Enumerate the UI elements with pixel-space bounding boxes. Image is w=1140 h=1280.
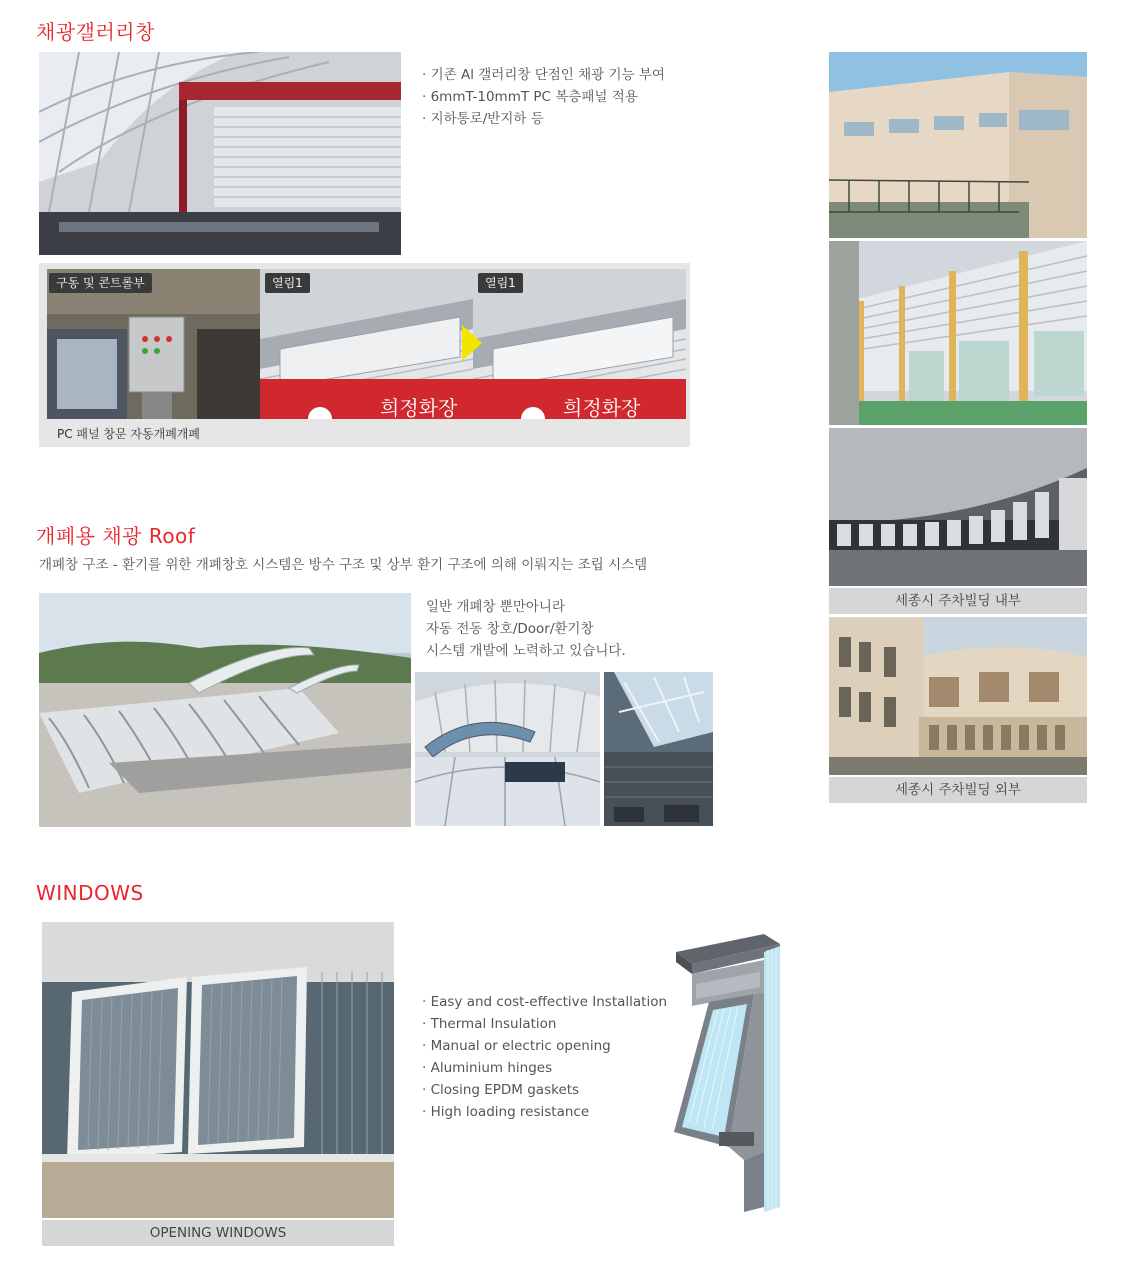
roof-subtitle: 개폐창 구조 - 환기를 위한 개폐창호 시스템은 방수 구조 및 상부 환기 구조에 의해 이뤄지는 조립 시스템: [39, 557, 648, 573]
feature-item: · Easy and cost-effective Installation: [422, 991, 667, 1013]
feature-item: · 기존 Al 갤러리창 단점인 채광 기능 부여: [422, 64, 665, 86]
roof-hatch-photo: [415, 672, 600, 826]
section-title-windows: WINDOWS: [36, 881, 144, 905]
caption-opening-windows: OPENING WINDOWS: [42, 1220, 394, 1246]
caption-parking-inside: 세종시 주차빌딩 내부: [829, 588, 1087, 614]
window-features: [422, 991, 667, 1123]
store-sign: 희정화장: [380, 396, 458, 419]
parking-building-inside-photo: [829, 428, 1087, 586]
gallery-window-photo: [39, 52, 401, 255]
roof-description-line: 시스템 개발에 노력하고 있습니다.: [426, 643, 626, 659]
feature-item: · Closing EPDM gaskets: [422, 1079, 667, 1101]
feature-item: · Aluminium hinges: [422, 1057, 667, 1079]
gallery-window-features: [422, 64, 665, 130]
feature-item: · Thermal Insulation: [422, 1013, 667, 1035]
open-tag-1: 열림1: [265, 273, 310, 293]
roof-description-line: 자동 전동 창호/Door/환기창: [426, 621, 594, 637]
parking-building-outside-photo: [829, 617, 1087, 775]
feature-item: · Manual or electric opening: [422, 1035, 667, 1057]
control-unit-tag: 구동 및 콘트롤부: [49, 273, 152, 293]
auto-open-strip: [39, 263, 690, 447]
window-product-illustration: [634, 932, 782, 1212]
building-exterior-photo-1: [829, 52, 1087, 238]
open-tag-2: 열림1: [478, 273, 523, 293]
section-title-gallery-window: 채광갤러리창: [36, 20, 155, 44]
feature-item: · High loading resistance: [422, 1101, 667, 1123]
caption-parking-outside: 세종시 주차빌딩 외부: [829, 777, 1087, 803]
feature-item: · 6mmT-10mmT PC 복층패널 적용: [422, 86, 665, 108]
parking-building-photo-2: [829, 241, 1087, 425]
roof-large-photo: [39, 593, 411, 827]
arrow-right-icon: [462, 325, 482, 361]
opening-windows-photo: [42, 922, 394, 1218]
store-sign: 희정화장: [563, 396, 641, 419]
feature-item: · 지하통로/반지하 등: [422, 108, 665, 130]
section-title-roof: 개폐용 채광 Roof: [36, 524, 196, 548]
skylight-photo: [604, 672, 713, 826]
strip-caption: PC 패널 창문 자동개폐개폐: [57, 427, 200, 441]
roof-description: [426, 596, 626, 662]
roof-description-line: 일반 개폐창 뿐만아니라: [426, 599, 565, 615]
